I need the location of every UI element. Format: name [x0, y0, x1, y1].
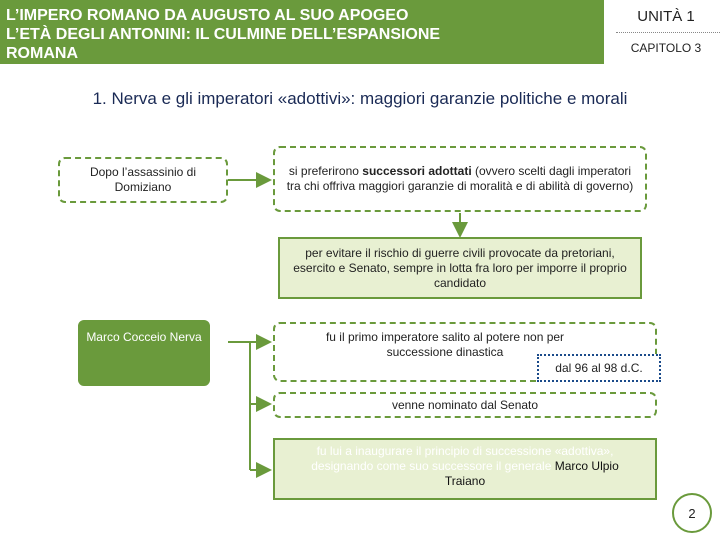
chapter-label: CAPITOLO 3 — [630, 41, 702, 55]
unit-label: UNITÀ 1 — [637, 8, 695, 25]
box-first-emperor-text: fu il primo imperatore salito al potere non per successione dinastica — [325, 330, 565, 359]
successors-pre: si preferirono — [288, 164, 363, 178]
box-assassination-text: Dopo l’assassinio di Domiziano — [89, 165, 197, 194]
adoptive-name: Marco Ulpio Traiano — [444, 459, 619, 488]
date-text: dal 96 al 98 d.C. — [555, 361, 643, 375]
box-adoptive-text — [295, 444, 635, 489]
header-title-line2: L’ETÀ DEGLI ANTONINI: IL CULMINE DELL’ESPANSIONE — [6, 26, 441, 43]
box-nerva-text: Marco Cocceio Nerva — [86, 330, 202, 344]
box-successors-text — [281, 164, 639, 194]
section-title: 1. Nerva e gli imperatori «adottivi»: maggiori garanzie politiche e morali — [92, 89, 628, 108]
successors-post: (ovvero scelti dagli imperatori tra chi offriva maggiori garanzie di moralità e di abilità di governo) — [286, 164, 634, 193]
page-number — [672, 493, 712, 533]
box-senate — [273, 392, 657, 418]
header-title-line3: ROMANA — [6, 45, 78, 62]
box-civil-wars-text: per evitare il rischio di guerre civili provocate da pretoriani, esercito e Senato, sempre in lotta fra loro per imporre il proprio candidato — [293, 245, 627, 290]
successors-bold: successori adottati — [362, 164, 472, 178]
box-senate-text: venne nominato dal Senato — [391, 397, 539, 412]
box-successors — [273, 146, 647, 212]
header-title-line1: L’IMPERO ROMANO DA AUGUSTO AL SUO APOGEO — [6, 7, 409, 24]
adoptive-main: fu lui a inaugurare il principio di successione «adottiva», designando come suo successore il generale — [311, 444, 614, 473]
box-civil-wars — [278, 237, 642, 299]
box-nerva — [78, 320, 210, 386]
box-adoptive — [273, 438, 657, 500]
box-assassination — [58, 157, 228, 203]
date-box — [537, 354, 661, 382]
page-number-text: 2 — [688, 505, 696, 521]
